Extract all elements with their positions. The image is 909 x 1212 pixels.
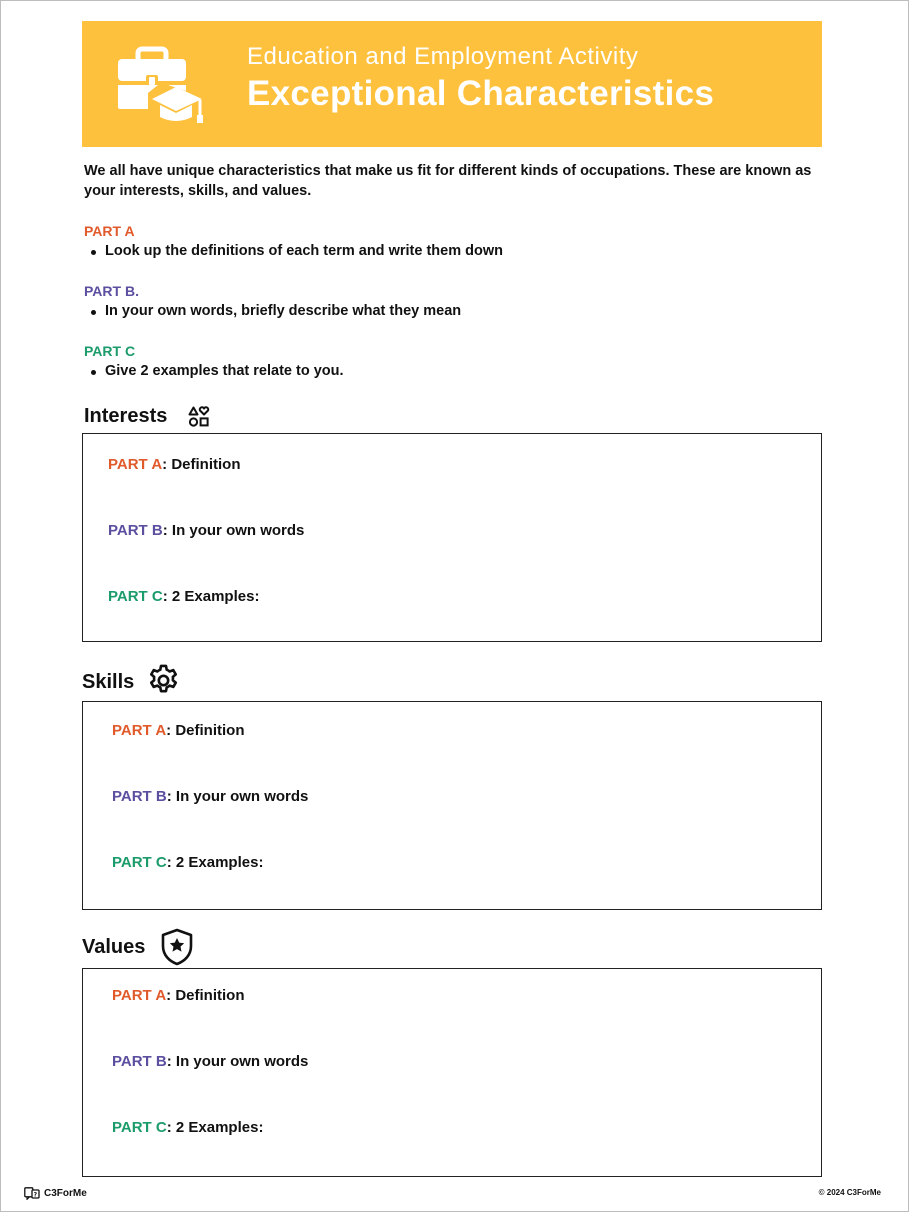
footer-copyright: © 2024 C3ForMe (818, 1188, 881, 1197)
values-part-a-line (112, 987, 245, 1004)
part-b-tag: PART B (112, 1053, 167, 1070)
line-text: : In your own words (166, 788, 309, 805)
part-b-tag: PART B (108, 522, 163, 539)
header-subtitle: Education and Employment Activity (247, 43, 639, 70)
part-c-tag: PART C (112, 854, 167, 871)
values-part-b-line (112, 1053, 308, 1070)
line-text: : 2 Examples: (162, 588, 260, 605)
interests-box[interactable] (82, 433, 822, 642)
values-title: Values (82, 936, 146, 958)
interests-part-a-line (108, 456, 241, 473)
skills-part-b-line (112, 788, 308, 805)
line-text: : 2 Examples: (166, 1119, 264, 1136)
line-text: : In your own words (166, 1053, 309, 1070)
skills-box[interactable] (82, 701, 822, 910)
footer-brand (24, 1187, 87, 1200)
briefcase-graduation-cap-icon (116, 45, 204, 125)
header-banner (82, 21, 822, 147)
part-c-tag: PART C (112, 1119, 167, 1136)
line-text: : In your own words (162, 522, 305, 539)
intro-text: We all have unique characteristics that make us fit for different kinds of occupations. These are known as your interests, skills, and values. (84, 163, 812, 199)
gear-icon (146, 663, 181, 698)
svg-text:?: ? (33, 1191, 38, 1199)
part-a-tag: PART A (112, 987, 167, 1004)
interests-part-b-line (108, 522, 304, 539)
interests-title: Interests (84, 405, 168, 427)
part-c-label: PART C (84, 343, 136, 359)
part-b-label: PART B. (84, 283, 139, 299)
line-text: : Definition (166, 722, 245, 739)
part-b-instruction: In your own words, briefly describe what they mean (105, 303, 462, 319)
c3forme-logo-icon (24, 1187, 40, 1200)
part-a-label: PART A (84, 223, 135, 239)
values-box[interactable] (82, 968, 822, 1177)
footer-brand-name: C3ForMe (44, 1188, 87, 1199)
line-text: : Definition (162, 456, 241, 473)
shapes-icon (188, 406, 210, 428)
part-a-tag: PART A (108, 456, 163, 473)
skills-part-a-line (112, 722, 245, 739)
shield-star-icon (160, 928, 194, 966)
part-b-tag: PART B (112, 788, 167, 805)
part-a-instruction: Look up the definitions of each term and write them down (105, 243, 503, 259)
skills-title: Skills (82, 671, 135, 693)
interests-part-c-line (108, 588, 259, 605)
part-c-instruction: Give 2 examples that relate to you. (105, 363, 344, 379)
values-part-c-line (112, 1119, 263, 1136)
part-a-tag: PART A (112, 722, 167, 739)
part-c-tag: PART C (108, 588, 163, 605)
line-text: : 2 Examples: (166, 854, 264, 871)
line-text: : Definition (166, 987, 245, 1004)
skills-part-c-line (112, 854, 263, 871)
page-title: Exceptional Characteristics (247, 74, 715, 113)
